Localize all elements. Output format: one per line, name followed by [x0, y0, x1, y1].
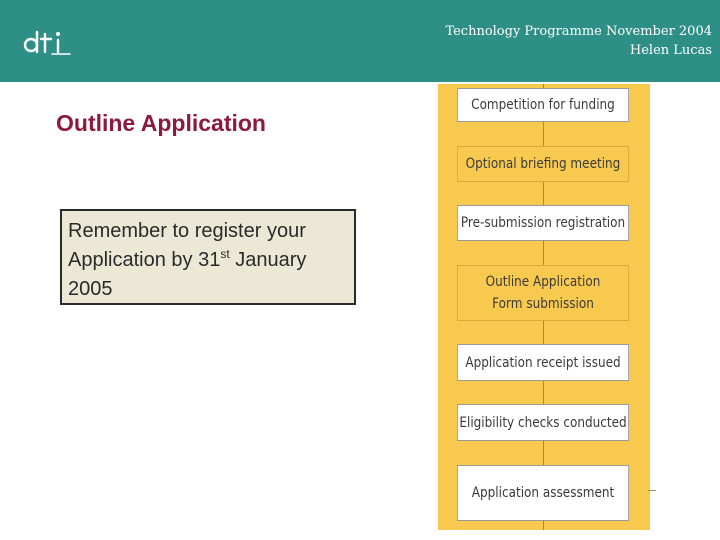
header-bar: [0, 0, 720, 82]
header-author: Helen Lucas: [629, 43, 712, 58]
step-eligibility-checks-conducted: Eligibility checks conducted: [457, 404, 629, 441]
step-optional-briefing-meeting: Optional briefing meeting: [457, 146, 629, 182]
slide-title: Outline Application: [56, 110, 266, 136]
flow-side-tick: [648, 490, 656, 491]
step-pre-submission-registration: Pre-submission registration: [457, 205, 629, 241]
reminder-text: Remember to register your Application by 31: [68, 220, 306, 271]
header-programme: Technology Programme November 2004: [445, 24, 712, 39]
reminder-date: January 2005: [68, 249, 307, 300]
step-outline-application-form-submission: Outline Application Form submission: [457, 265, 629, 321]
process-flowchart: [438, 84, 650, 530]
step-application-receipt-issued: Application receipt issued: [457, 344, 629, 381]
header-text: [445, 22, 712, 60]
dti-logo: [22, 26, 72, 60]
step-application-assessment: Application assessment: [457, 465, 629, 521]
reminder-box: [60, 209, 356, 305]
step-competition-for-funding: Competition for funding: [457, 88, 629, 122]
reminder-superscript: st: [220, 247, 230, 261]
